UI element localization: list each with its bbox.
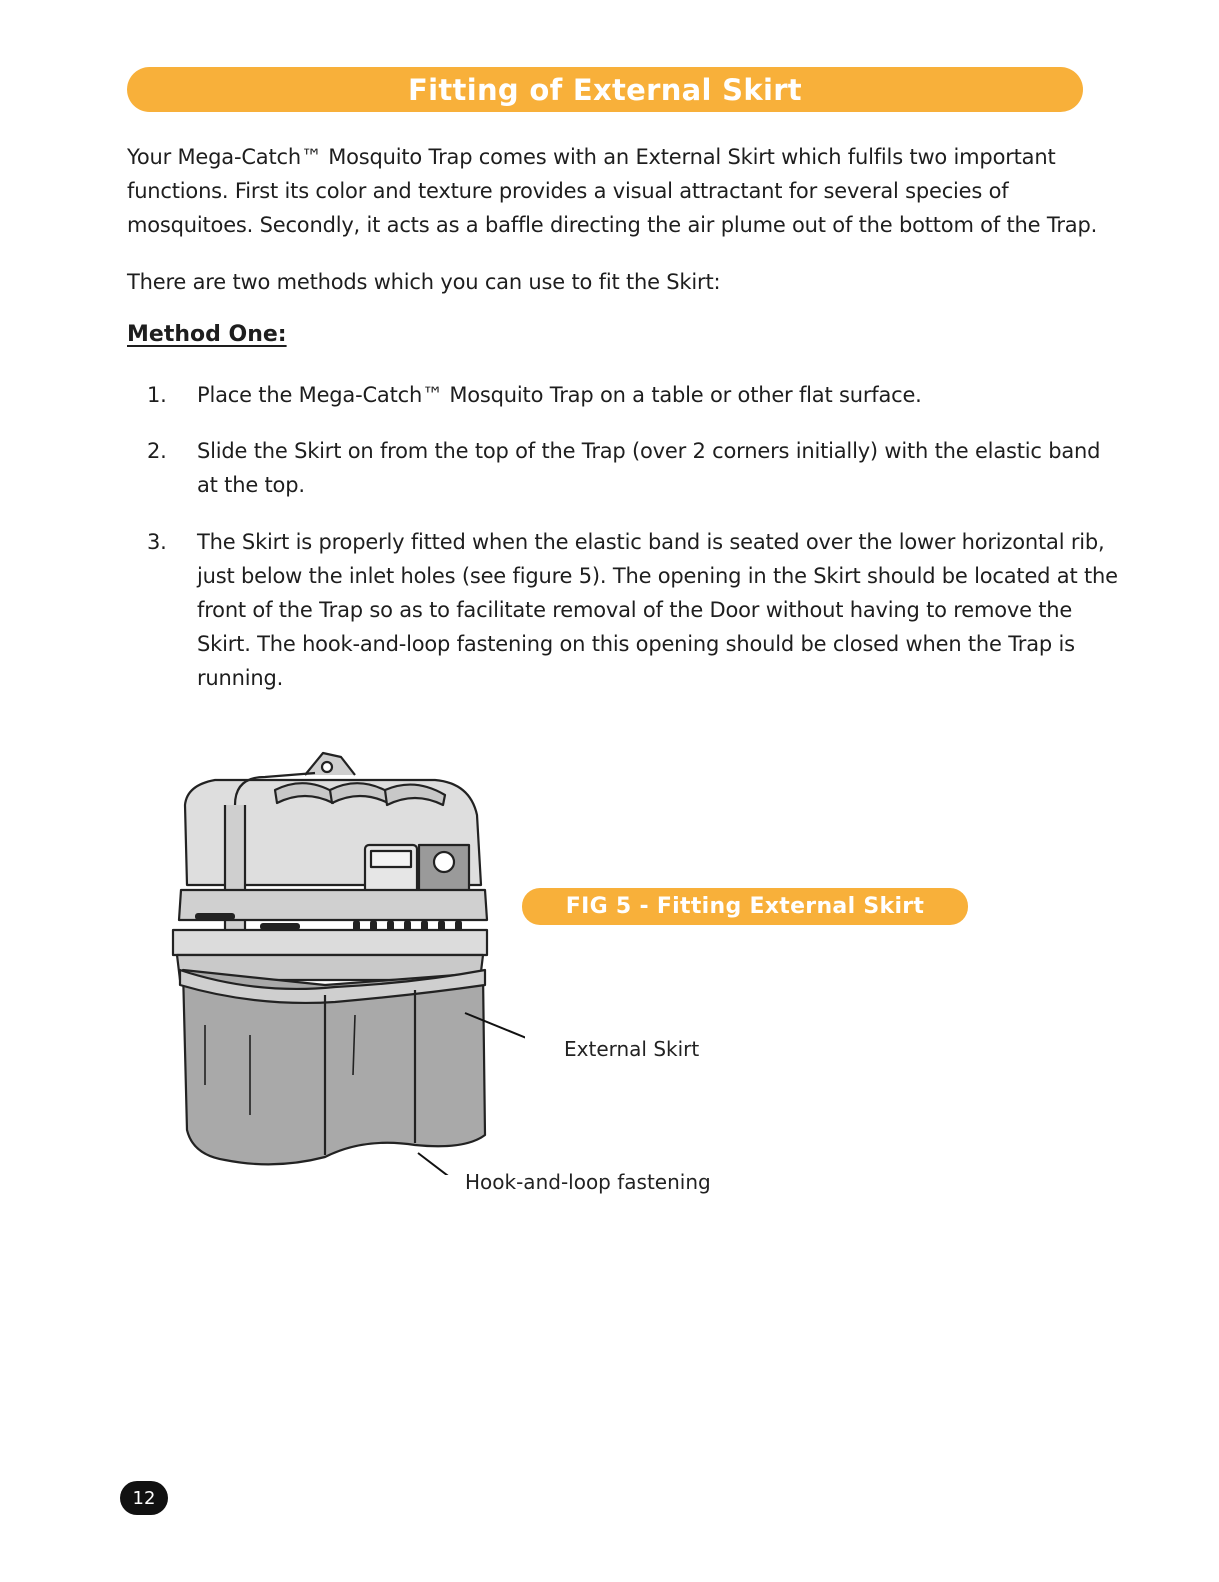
step-number: 2. — [147, 439, 167, 463]
methods-intro: There are two methods which you can use to fit the Skirt: — [127, 270, 721, 294]
figure-caption-badge — [522, 888, 968, 925]
callout-external-skirt: External Skirt — [564, 1037, 700, 1061]
page-number: 12 — [120, 1481, 168, 1515]
section-title-bar — [127, 67, 1083, 112]
callout-hook-and-loop: Hook-and-loop fastening — [465, 1170, 711, 1194]
figure-caption: FIG 5 - Fitting External Skirt — [565, 894, 925, 919]
method-heading: Method One: — [127, 322, 287, 347]
step-text: The Skirt is properly fitted when the elastic band is seated over the lower horizontal rib, just below the inlet holes (see figure 5). The opening in the Skirt should be located at the front of the Trap so as to facilitate removal of the Door without having to remove the Skirt. The hook-and-loop fastening on this opening should be closed when the Trap is running. — [197, 530, 1118, 690]
trap-illustration — [165, 745, 525, 1175]
step-number: 1. — [147, 383, 167, 407]
step-text: Slide the Skirt on from the top of the Trap (over 2 corners initially) with the elastic band at the top. — [197, 439, 1101, 497]
step-text: Place the Mega-Catch™ Mosquito Trap on a table or other flat surface. — [197, 383, 922, 407]
intro-paragraph: Your Mega-Catch™ Mosquito Trap comes with an External Skirt which fulfils two important functions. First its color and texture provides a visual attractant for several species of mosquitoes. Secondly, it acts as a baffle directing the air plume out of the bottom of the Trap. — [127, 145, 1098, 237]
section-title: Fitting of External Skirt — [408, 72, 802, 107]
step-number: 3. — [147, 530, 167, 554]
